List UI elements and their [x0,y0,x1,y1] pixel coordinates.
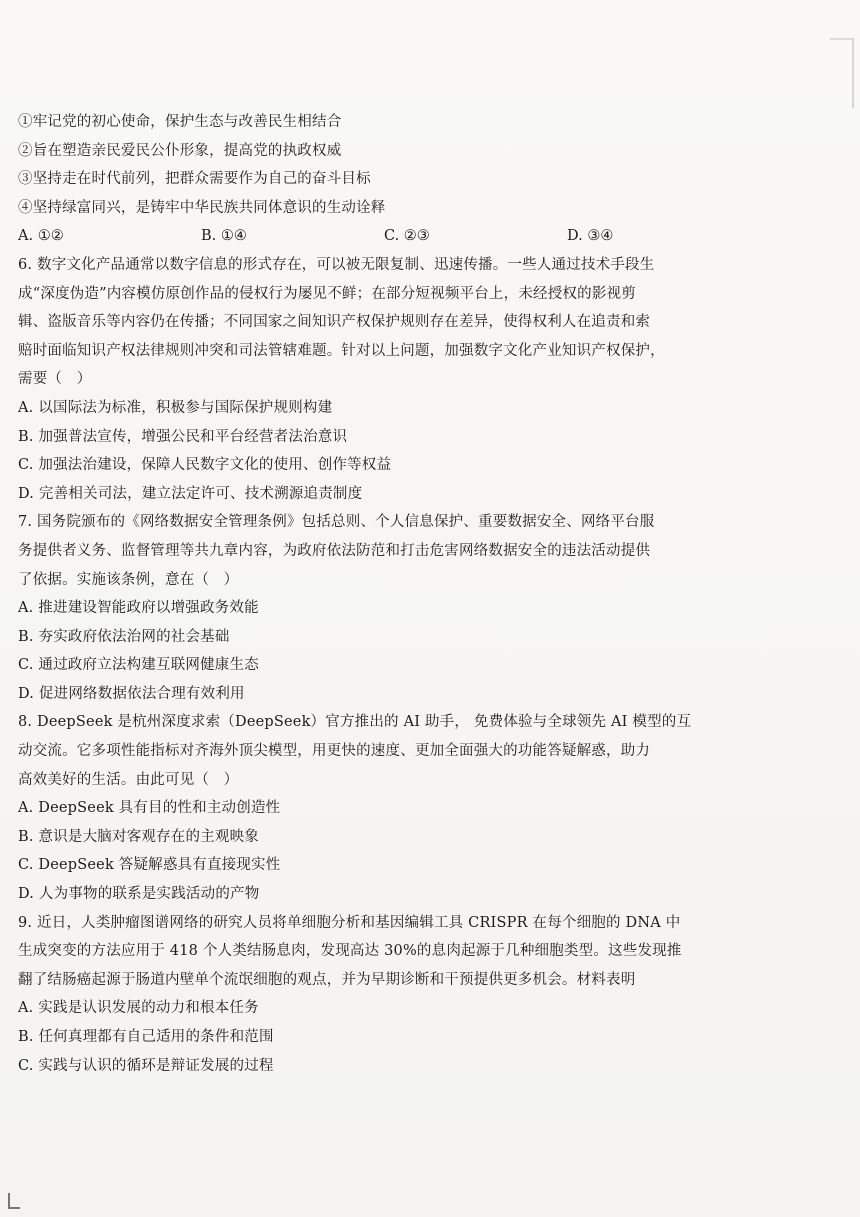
q5-option-c: C. ②③ [384,228,430,245]
q8-stem-line: 高效美好的生活。由此可见（ ） [18,771,239,788]
q6-stem-line: 6. 数字文化产品通常以数字信息的形式存在，可以被无限复制、迅速传播。一些人通过技术手段生 [18,256,655,273]
q8-option-a: A. DeepSeek 具有目的性和主动创造性 [18,800,281,817]
q9-option-c: C. 实践与认识的循环是辩证发展的过程 [18,1057,274,1074]
statement-2: ②旨在塑造亲民爱民公仆形象，提高党的执政权威 [18,142,342,159]
q5-option-a: A. ①② [18,228,64,245]
q5-options [18,222,844,251]
question-6 [18,251,844,508]
q6-stem-line: 成“深度伪造”内容模仿原创作品的侵权行为屡见不鲜；在部分短视频平台上，未经授权的影视剪 [18,285,636,302]
q5-option-d: D. ③④ [567,228,614,245]
q8-stem-line: 动交流。它多项性能指标对齐海外顶尖模型，用更快的速度、更加全面强大的功能答疑解惑，助力 [18,743,651,760]
q6-stem-line: 需要（ ） [18,371,92,388]
q7-option-d: D. 促进网络数据依法合理有效利用 [18,685,245,702]
q8-stem-line: 8. DeepSeek 是杭州深度求索（DeepSeek）官方推出的 AI 助手， 免费体验与全球领先 AI 模型的互 [18,714,692,731]
q5-statements [18,108,844,222]
q7-option-c: C. 通过政府立法构建互联网健康生态 [18,657,259,674]
q8-option-d: D. 人为事物的联系是实践活动的产物 [18,886,260,903]
q7-stem-line: 7. 国务院颁布的《网络数据安全管理条例》包括总则、个人信息保护、重要数据安全、网络平台服 [18,514,655,531]
q8-option-b: B. 意识是大脑对客观存在的主观映象 [18,828,259,845]
q6-option-b: B. 加强普法宣传，增强公民和平台经营者法治意识 [18,428,348,445]
q6-option-a: A. 以国际法为标准，积极参与国际保护规则构建 [18,399,333,416]
scan-corner-mark [8,1193,20,1209]
q7-stem-line: 了依据。实施该条例，意在（ ） [18,571,239,588]
q9-stem-line: 9. 近日，人类肿瘤图谱网络的研究人员将单细胞分析和基因编辑工具 CRISPR 在每个细胞的 DNA 中 [18,914,681,931]
statement-3: ③坚持走在时代前列，把群众需要作为自己的奋斗目标 [18,171,371,188]
q7-stem-line: 务提供者义务、监督管理等共九章内容，为政府依法防范和打击危害网络数据安全的违法活动提供 [18,542,651,559]
question-7 [18,508,844,708]
document-body [18,108,844,1080]
question-8 [18,708,844,908]
q5-option-b: B. ①④ [201,228,247,245]
q7-option-b: B. 夯实政府依法治网的社会基础 [18,628,230,645]
q6-stem-line: 赔时面临知识产权法律规则冲突和司法管辖难题。针对以上问题，加强数字文化产业知识产权保护， [18,342,665,359]
q9-stem-line: 生成突变的方法应用于 418 个人类结肠息肉，发现高达 30%的息肉起源于几种细胞类型。这些发现推 [18,943,682,960]
question-9 [18,909,844,1081]
q9-option-b: B. 任何真理都有自己适用的条件和范围 [18,1029,274,1045]
statement-4: ④坚持绿富同兴，是铸牢中华民族共同体意识的生动诠释 [18,199,386,216]
statement-1: ①牢记党的初心使命，保护生态与改善民生相结合 [18,114,342,130]
q7-option-a: A. 推进建设智能政府以增强政务效能 [18,600,259,617]
page-edge-mark [830,38,854,108]
q6-stem-line: 辑、盗版音乐等内容仍在传播；不同国家之间知识产权保护规则存在差异，使得权利人在追责和索 [18,314,651,331]
q6-option-d: D. 完善相关司法，建立法定许可、技术溯源追责制度 [18,485,363,502]
q9-option-a: A. 实践是认识发展的动力和根本任务 [18,1000,259,1017]
q8-option-c: C. DeepSeek 答疑解惑具有直接现实性 [18,857,281,874]
q6-option-c: C. 加强法治建设，保障人民数字文化的使用、创作等权益 [18,457,392,474]
q9-stem-line: 翻了结肠癌起源于肠道内壁单个流氓细胞的观点，并为早期诊断和干预提供更多机会。材料表明 [18,971,636,988]
